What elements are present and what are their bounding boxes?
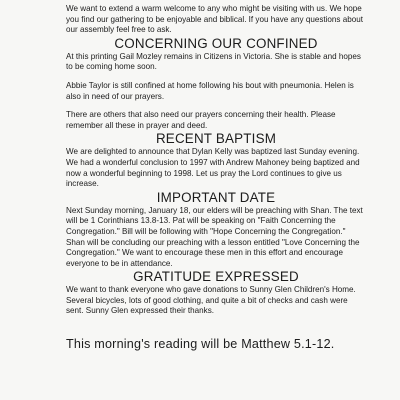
confined-paragraph-2: Abbie Taylor is still confined at home following his bout with pneumonia. Helen is also in need of our prayers. [66, 80, 354, 101]
gratitude-heading: GRATITUDE EXPRESSED [133, 269, 299, 285]
baptism-heading: RECENT BAPTISM [155, 131, 277, 147]
confined-paragraph-1: At this printing Gail Mozley remains in Citizens in Victoria. She is stable and hopes to be coming home soon. [66, 51, 361, 72]
important-date-paragraph: Next Sunday morning, January 18, our elders will be preaching with Shan. The text will be 1 Corinthians 13.8-13. Pat will be speaking on "Faith Concerning the Congregation." Bill will be following with "Hope Concerning the Congregation." Shan will be concluding our preaching with a lesson entitled "Love Concerning the Congregation." We want to encourage these men in this effort and encourage everyone to be in attendance. [66, 205, 363, 268]
reading-announcement: This morning's reading will be Matthew 5.1-12. [66, 337, 335, 352]
confined-paragraph-3: There are others that also need our prayers concerning their health. Please remember all these in prayer and deed. [66, 110, 336, 130]
confined-heading: CONCERNING OUR CONFINED [114, 35, 318, 51]
baptism-paragraph: We are delighted to announce that Dylan Kelly was baptized last Sunday evening. We had a wonderful conclusion to 1997 with Andrew Mahoney being baptized and now a wonderful beginning to 1998. Let us pray the Lord continues to give us increase. [66, 147, 360, 189]
welcome-paragraph: We want to extend a warm welcome to any who might be visiting with us. We hope you find our gathering to be enjoyable and biblical. If you have any questions about our assembly feel free to ask. [66, 4, 363, 35]
gratitude-paragraph: We want to thank everyone who gave donations to Sunny Glen Children's Home. Several bicycles, lots of good clothing, and quite a bit of checks and cash were sent. Sunny Glen expressed their thanks. [66, 285, 356, 316]
important-date-heading: IMPORTANT DATE [156, 189, 276, 205]
